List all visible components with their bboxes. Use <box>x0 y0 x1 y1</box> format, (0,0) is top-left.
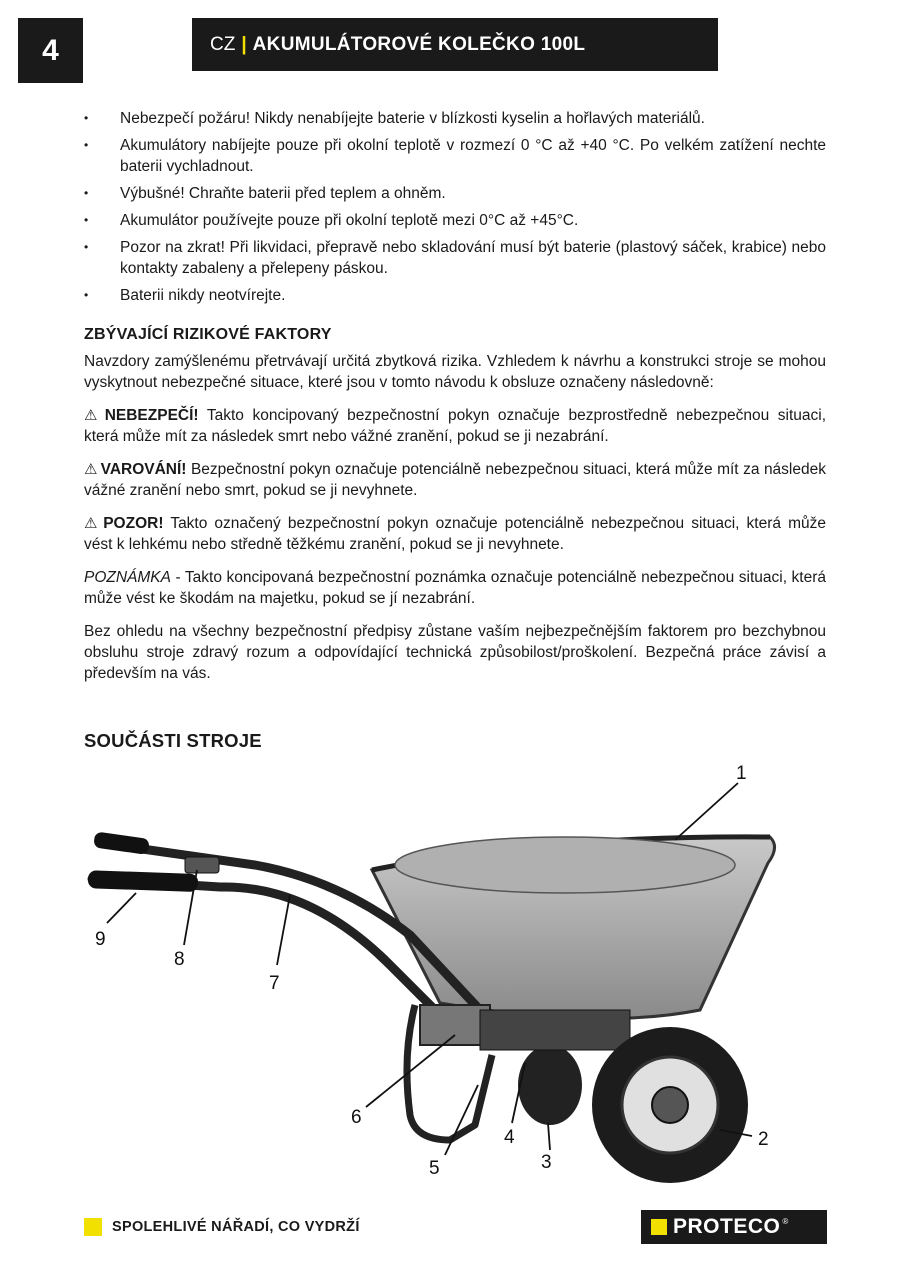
battery-safety-list <box>84 108 826 312</box>
part-label-6: 6 <box>351 1107 362 1128</box>
header-separator: | <box>241 33 247 55</box>
list-item: • Pozor na zkrat! Při likvidaci, přepravě nebo skladování musí být baterie (plastový sáček, krabice) nebo kontakty zabaleny a přelepeny páskou. <box>84 237 826 279</box>
grip-upper <box>93 831 150 854</box>
warning-triangle-icon: ⚠ <box>84 515 101 532</box>
note-text: - Takto koncipovaná bezpečnostní poznámka označuje potenciálně nebezpečnou situaci, která může vést ke škodám na majetku, pokud se jí nezabrání. <box>84 569 826 607</box>
part-label-8: 8 <box>174 949 185 970</box>
document-header <box>192 18 718 71</box>
page-number: 4 <box>18 18 83 83</box>
header-language: CZ <box>210 33 236 55</box>
warning-paragraph <box>84 459 826 501</box>
motor <box>518 1045 582 1125</box>
risks-heading: ZBÝVAJÍCÍ RIZIKOVÉ FAKTORY <box>84 326 332 343</box>
danger-text: Takto koncipovaný bezpečnostní pokyn označuje bezprostředně nebezpečnou situaci, která může mít za následek smrt nebo vážné zranění, pokud se ji nezabrání. <box>84 407 826 445</box>
footer-accent-square <box>84 1218 102 1236</box>
brand-square-icon <box>651 1219 667 1235</box>
brand-name: PROTECO <box>673 1215 781 1238</box>
header-title: AKUMULÁTOROVÉ KOLEČKO 100L <box>252 33 586 55</box>
wheelbarrow-diagram <box>80 755 820 1190</box>
warning-label: VAROVÁNÍ! <box>100 461 187 478</box>
note-paragraph <box>84 567 826 609</box>
part-label-9: 9 <box>95 929 106 950</box>
tub-inner <box>395 837 735 893</box>
grip-lower <box>88 870 199 892</box>
risks-intro: Navzdory zamýšlenému přetrvávají určitá zbytková rizika. Vzhledem k návrhu a konstrukci stroje se mohou vyskytnout nebezpečné situace, které jsou v tomto návodu k obsluze označeny následovně: <box>84 353 826 391</box>
motor-mount <box>480 1010 630 1050</box>
caution-paragraph <box>84 513 826 555</box>
caution-label: POZOR! <box>103 515 164 532</box>
list-item: • Nebezpečí požáru! Nikdy nenabíjejte baterie v blízkosti kyselin a hořlavých materiálů. <box>84 108 826 129</box>
wheel-hub <box>652 1087 688 1123</box>
danger-label: NEBEZPEČÍ! <box>104 407 199 424</box>
list-item: • Baterii nikdy neotvírejte. <box>84 285 826 306</box>
risks-section <box>84 326 826 684</box>
part-label-1: 1 <box>736 763 747 784</box>
part-label-4: 4 <box>504 1127 515 1148</box>
parts-heading: SOUČÁSTI STROJE <box>84 730 262 751</box>
footer-slogan: SPOLEHLIVÉ NÁŘADÍ, CO VYDRŽÍ <box>112 1219 360 1235</box>
warning-text: Bezpečnostní pokyn označuje potenciálně nebezpečnou situaci, která může mít za následek vážné zranění nebo smrt, pokud se ji nevyhnete. <box>84 461 826 499</box>
danger-paragraph <box>84 405 826 447</box>
caution-text: Takto označený bezpečnostní pokyn označuje potenciálně nebezpečnou situaci, která může vést k lehkému nebo středně těžkému zranění, pokud se ji nevyhnete. <box>84 515 826 553</box>
closing-paragraph: Bez ohledu na všechny bezpečnostní předpisy zůstane vaším nejbezpečnějším faktorem pro bezchybnou obsluhu stroje zdravý rozum a odpovídající technická způsobilost/proškolení. Bezpečná práce závisí a především na vás. <box>84 623 826 682</box>
warning-triangle-icon: ⚠ <box>84 461 98 478</box>
part-label-7: 7 <box>269 973 280 994</box>
note-label: POZNÁMKA <box>84 569 171 586</box>
registered-mark: ® <box>782 1217 789 1226</box>
part-label-3: 3 <box>541 1152 552 1173</box>
list-item: • Výbušné! Chraňte baterii před teplem a ohněm. <box>84 183 826 204</box>
part-label-2: 2 <box>758 1129 769 1150</box>
list-item: • Akumulátor používejte pouze při okolní teplotě mezi 0°C až +45°C. <box>84 210 826 231</box>
part-label-5: 5 <box>429 1158 440 1179</box>
brand-logo <box>641 1210 827 1244</box>
warning-triangle-icon: ⚠ <box>84 407 102 424</box>
list-item: • Akumulátory nabíjejte pouze při okolní teplotě v rozmezí 0 °C až +40 °C. Po velkém zatížení nechte baterii vychladnout. <box>84 135 826 177</box>
throttle-lever <box>185 857 219 873</box>
